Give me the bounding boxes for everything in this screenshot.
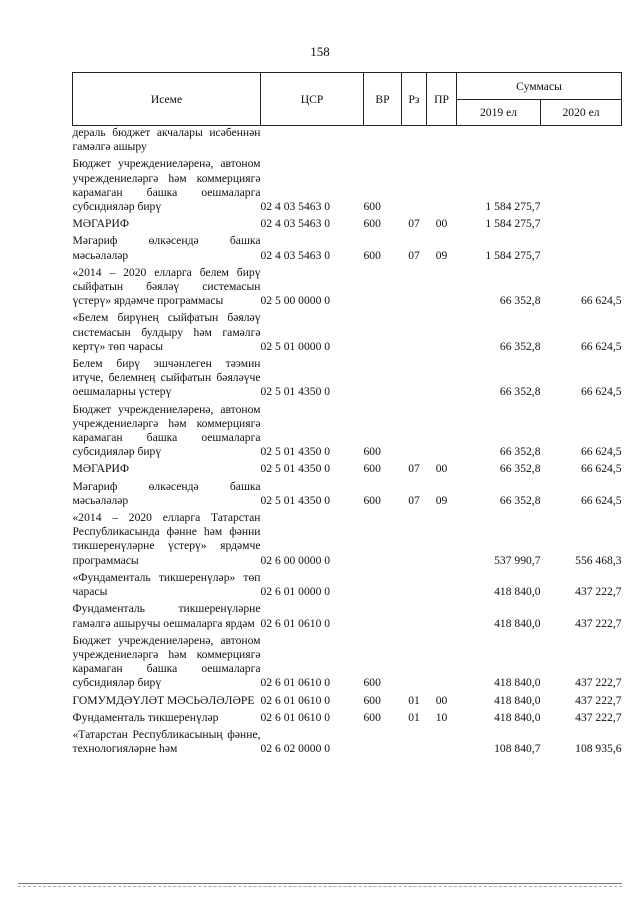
table-row <box>73 728 622 759</box>
row-name: Бюджет учреждениеләренә, автоном учреждениеләргә һәм коммерциягә карамаган башка оешмаларга субсидияләр бирү <box>72 633 261 690</box>
header-name: Исеме <box>73 73 261 126</box>
row-sum-2020: 66 624,5 <box>580 339 622 353</box>
row-sum-2020: 66 624,5 <box>580 294 622 308</box>
row-pr-code <box>427 357 457 403</box>
row-name: ГОМУМДӘҮЛӘТ МӘСЬӘЛӘЛӘРЕ <box>72 693 255 707</box>
row-sum-2019: 66 352,8 <box>499 294 541 308</box>
row-rz-code <box>402 157 427 217</box>
row-sum-2019: 66 352,8 <box>499 339 541 353</box>
row-rz-code: 07 <box>408 248 420 262</box>
row-sum-2019: 1 584 275,7 <box>485 217 541 231</box>
row-rz-code <box>402 311 427 357</box>
row-rz-code <box>402 602 427 633</box>
table-row <box>73 571 622 602</box>
row-pr-code: 00 <box>435 462 448 476</box>
row-vr-code: 600 <box>363 200 381 214</box>
row-rz-code <box>402 357 427 403</box>
table-header <box>73 73 622 126</box>
row-pr-code: 00 <box>435 693 448 707</box>
row-sum-2019: 537 990,7 <box>494 553 541 567</box>
row-name: «Татарстан Республикасының фәнне, технологияләрне һәм <box>72 727 261 756</box>
row-vr-code: 600 <box>363 445 381 459</box>
row-csr-code: 02 5 01 4350 0 <box>260 493 331 507</box>
row-sum-2019: 66 352,8 <box>499 462 541 476</box>
table-row <box>73 234 622 265</box>
row-pr-code <box>427 403 457 463</box>
row-csr-code: 02 6 00 0000 0 <box>260 553 331 567</box>
row-csr-code: 02 5 01 0000 0 <box>260 339 331 353</box>
row-pr-code: 09 <box>435 493 448 507</box>
row-rz-code <box>402 634 427 694</box>
row-name: дераль бюджет акчалары исәбеннән гамәлгә ашыру <box>72 126 261 154</box>
row-vr-code <box>364 728 402 759</box>
row-vr-code: 600 <box>363 217 381 231</box>
table-row <box>73 311 622 357</box>
row-pr-code <box>427 602 457 633</box>
row-pr-code <box>427 571 457 602</box>
row-sum-2019: 418 840,0 <box>494 616 541 630</box>
row-vr-code: 600 <box>363 493 381 507</box>
row-csr-code: 02 6 01 0610 0 <box>260 616 331 630</box>
table-row <box>73 462 622 479</box>
row-name: Мәгариф өлкәсендә башка мәсьәләләр <box>72 234 261 262</box>
table-row <box>73 602 622 633</box>
row-sum-2020: 437 222,7 <box>575 710 622 724</box>
header-year-2020: 2020 ел <box>541 100 622 126</box>
row-rz-code <box>402 126 427 158</box>
row-rz-code <box>402 266 427 312</box>
row-sum-2019: 418 840,0 <box>494 693 541 707</box>
header-pr: ПР <box>427 73 457 126</box>
header-sums: Суммасы <box>457 73 622 100</box>
row-vr-code: 600 <box>363 676 381 690</box>
row-sum-2020: 437 222,7 <box>575 585 622 599</box>
row-vr-code <box>364 126 402 158</box>
row-sum-2020 <box>541 217 622 234</box>
row-sum-2020 <box>541 126 622 158</box>
row-sum-2020: 556 468,3 <box>575 553 622 567</box>
row-sum-2020 <box>541 157 622 217</box>
row-rz-code <box>402 728 427 759</box>
row-pr-code <box>427 311 457 357</box>
row-rz-code <box>402 511 427 571</box>
table-row <box>73 711 622 728</box>
row-vr-code <box>364 571 402 602</box>
header-csr: ЦСР <box>261 73 364 126</box>
row-vr-code <box>364 357 402 403</box>
row-rz-code: 07 <box>408 493 420 507</box>
row-name: Бюджет учреждениеләренә, автоном учреждениеләргә һәм коммерциягә карамаган башка оешмаларга субсидияләр бирү <box>72 402 261 459</box>
row-csr-code <box>261 126 364 158</box>
row-pr-code <box>427 157 457 217</box>
header-rz: Рз <box>402 73 427 126</box>
row-csr-code: 02 6 02 0000 0 <box>260 742 331 756</box>
row-sum-2020: 66 624,5 <box>580 385 622 399</box>
row-sum-2019: 1 584 275,7 <box>485 200 541 214</box>
row-rz-code: 07 <box>408 462 420 476</box>
row-pr-code <box>427 728 457 759</box>
row-sum-2019: 418 840,0 <box>494 676 541 690</box>
page-number: 158 <box>310 44 330 59</box>
row-vr-code: 600 <box>363 693 381 707</box>
row-sum-2019: 1 584 275,7 <box>485 248 541 262</box>
row-sum-2020: 437 222,7 <box>575 693 622 707</box>
row-name: Бюджет учреждениеләренә, автоном учреждениеләргә һәм коммерциягә карамаган башка оешмаларга субсидияләр бирү <box>72 157 261 214</box>
row-csr-code: 02 6 01 0610 0 <box>260 693 331 707</box>
row-name: МӘГАРИФ <box>72 462 129 476</box>
row-sum-2020: 437 222,7 <box>575 616 622 630</box>
row-pr-code: 09 <box>435 248 448 262</box>
row-vr-code <box>364 602 402 633</box>
row-name: Белем бирү эшчәнлеген тәэмин итүче, белемнең сыйфатын бәяләүче оешмаларны үстерү <box>72 357 261 399</box>
row-sum-2019: 418 840,0 <box>494 585 541 599</box>
row-name: «Фундаменталь тикшеренүләр» төп чарасы <box>72 570 261 599</box>
table-row <box>73 357 622 403</box>
row-csr-code: 02 4 03 5463 0 <box>260 200 331 214</box>
row-pr-code <box>427 511 457 571</box>
row-pr-code: 10 <box>435 710 448 724</box>
row-sum-2019: 66 352,8 <box>499 493 541 507</box>
row-vr-code: 600 <box>363 710 381 724</box>
row-name: Фундаменталь тикшеренүләрне гамәлгә ашыручы оешмаларга ярдәм <box>72 602 261 630</box>
table-row <box>73 511 622 571</box>
row-sum-2020: 66 624,5 <box>580 493 622 507</box>
row-sum-2019 <box>457 126 541 158</box>
row-sum-2020: 108 935,6 <box>575 742 622 756</box>
row-pr-code <box>427 126 457 158</box>
row-csr-code: 02 6 01 0610 0 <box>260 676 331 690</box>
row-sum-2020: 437 222,7 <box>575 676 622 690</box>
row-rz-code <box>402 403 427 463</box>
table-row <box>73 634 622 694</box>
row-rz-code: 07 <box>408 217 420 231</box>
row-csr-code: 02 4 03 5463 0 <box>260 217 331 231</box>
row-rz-code <box>402 571 427 602</box>
row-sum-2019: 108 840,7 <box>494 742 541 756</box>
row-pr-code <box>427 266 457 312</box>
table-body <box>73 126 622 760</box>
row-name: «2014 – 2020 елларга Татарстан Республикасында фәнне һәм фәнни тикшеренүләрне үстерү» ярдәмче программасы <box>72 511 261 567</box>
row-csr-code: 02 6 01 0000 0 <box>260 585 331 599</box>
table-row <box>73 217 622 234</box>
row-csr-code: 02 5 00 0000 0 <box>260 294 331 308</box>
row-name: Фундаменталь тикшеренүләр <box>72 710 219 724</box>
row-pr-code: 00 <box>435 217 448 231</box>
table-row <box>73 403 622 463</box>
row-pr-code <box>427 634 457 694</box>
table-row <box>73 157 622 217</box>
row-sum-2020: 66 624,5 <box>580 462 622 476</box>
row-csr-code: 02 6 01 0610 0 <box>260 710 331 724</box>
row-vr-code <box>364 311 402 357</box>
row-name: «2014 – 2020 елларга белем бирү сыйфатын бәяләү системасын үстерү» ярдәмче программасы <box>72 265 261 308</box>
row-csr-code: 02 5 01 4350 0 <box>260 385 331 399</box>
row-vr-code <box>364 511 402 571</box>
row-vr-code: 600 <box>363 462 381 476</box>
row-csr-code: 02 4 03 5463 0 <box>260 248 331 262</box>
row-vr-code <box>364 266 402 312</box>
row-name: «Белем бирүнең сыйфатын бәяләү системасын булдыру һәм гамәлгә кертү» төп чарасы <box>72 311 261 353</box>
row-name: Мәгариф өлкәсендә башка мәсьәләләр <box>72 479 261 507</box>
footer-rule <box>18 883 622 884</box>
table-row <box>73 266 622 312</box>
row-csr-code: 02 5 01 4350 0 <box>260 445 331 459</box>
table-row <box>73 126 622 158</box>
header-vr: ВР <box>364 73 402 126</box>
row-sum-2019: 66 352,8 <box>499 385 541 399</box>
table-row <box>73 480 622 511</box>
row-sum-2019: 66 352,8 <box>499 445 541 459</box>
row-rz-code: 01 <box>408 710 420 724</box>
header-year-2019: 2019 ел <box>457 100 541 126</box>
row-csr-code: 02 5 01 4350 0 <box>260 462 331 476</box>
row-sum-2019: 418 840,0 <box>494 710 541 724</box>
table-row <box>73 694 622 711</box>
budget-table <box>72 72 622 759</box>
row-rz-code: 01 <box>408 693 420 707</box>
row-sum-2020: 66 624,5 <box>580 445 622 459</box>
row-sum-2020 <box>541 234 622 265</box>
footer-rule-secondary <box>18 886 622 887</box>
row-vr-code: 600 <box>363 248 381 262</box>
row-name: МӘГАРИФ <box>72 217 129 231</box>
